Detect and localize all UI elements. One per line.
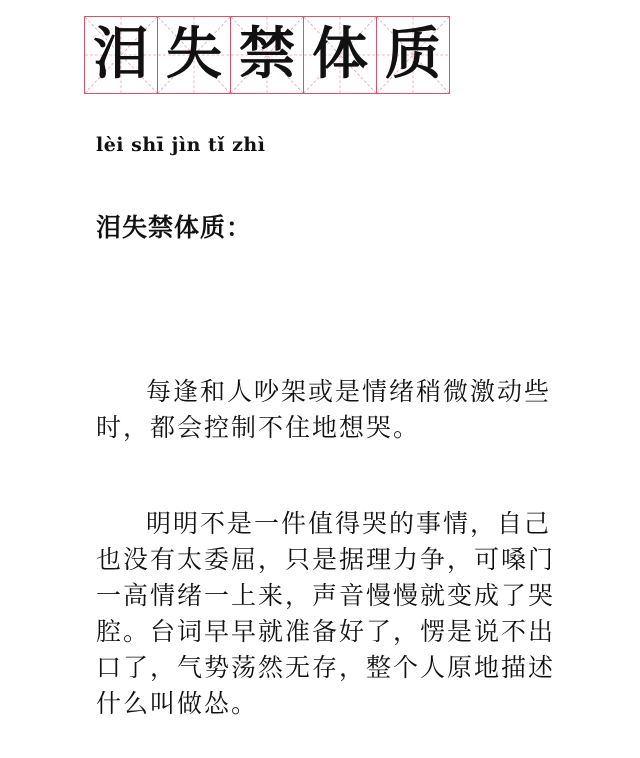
section-heading: 泪失禁体质： (96, 213, 253, 242)
paragraph-2: 明明不是一件值得哭的事情，自己也没有太委屈，只是据理力争，可嗓门一高情绪一上来，声音慢慢就变成了哭腔。台词早早就准备好了，愣是说不出口了，气势荡然无存，整个人原地描述什么叫做怂。 (96, 509, 556, 718)
title-char-cell (303, 16, 377, 94)
title-char-cell (376, 16, 450, 94)
title-char: 失 (166, 22, 222, 87)
title-char: 质 (385, 22, 441, 87)
title-char: 体 (312, 22, 368, 87)
title-char-cell (157, 16, 231, 94)
title-char-cell (84, 16, 158, 94)
title-char-cell (230, 16, 304, 94)
title-grid (84, 16, 450, 94)
title-char: 禁 (239, 22, 295, 87)
pinyin-line: lèi shī jìn tǐ zhì (96, 134, 266, 156)
paragraph-1: 每逢和人吵架或是情绪稍微激动些时，都会控制不住地想哭。 (96, 377, 552, 442)
title-char: 泪 (93, 22, 149, 87)
